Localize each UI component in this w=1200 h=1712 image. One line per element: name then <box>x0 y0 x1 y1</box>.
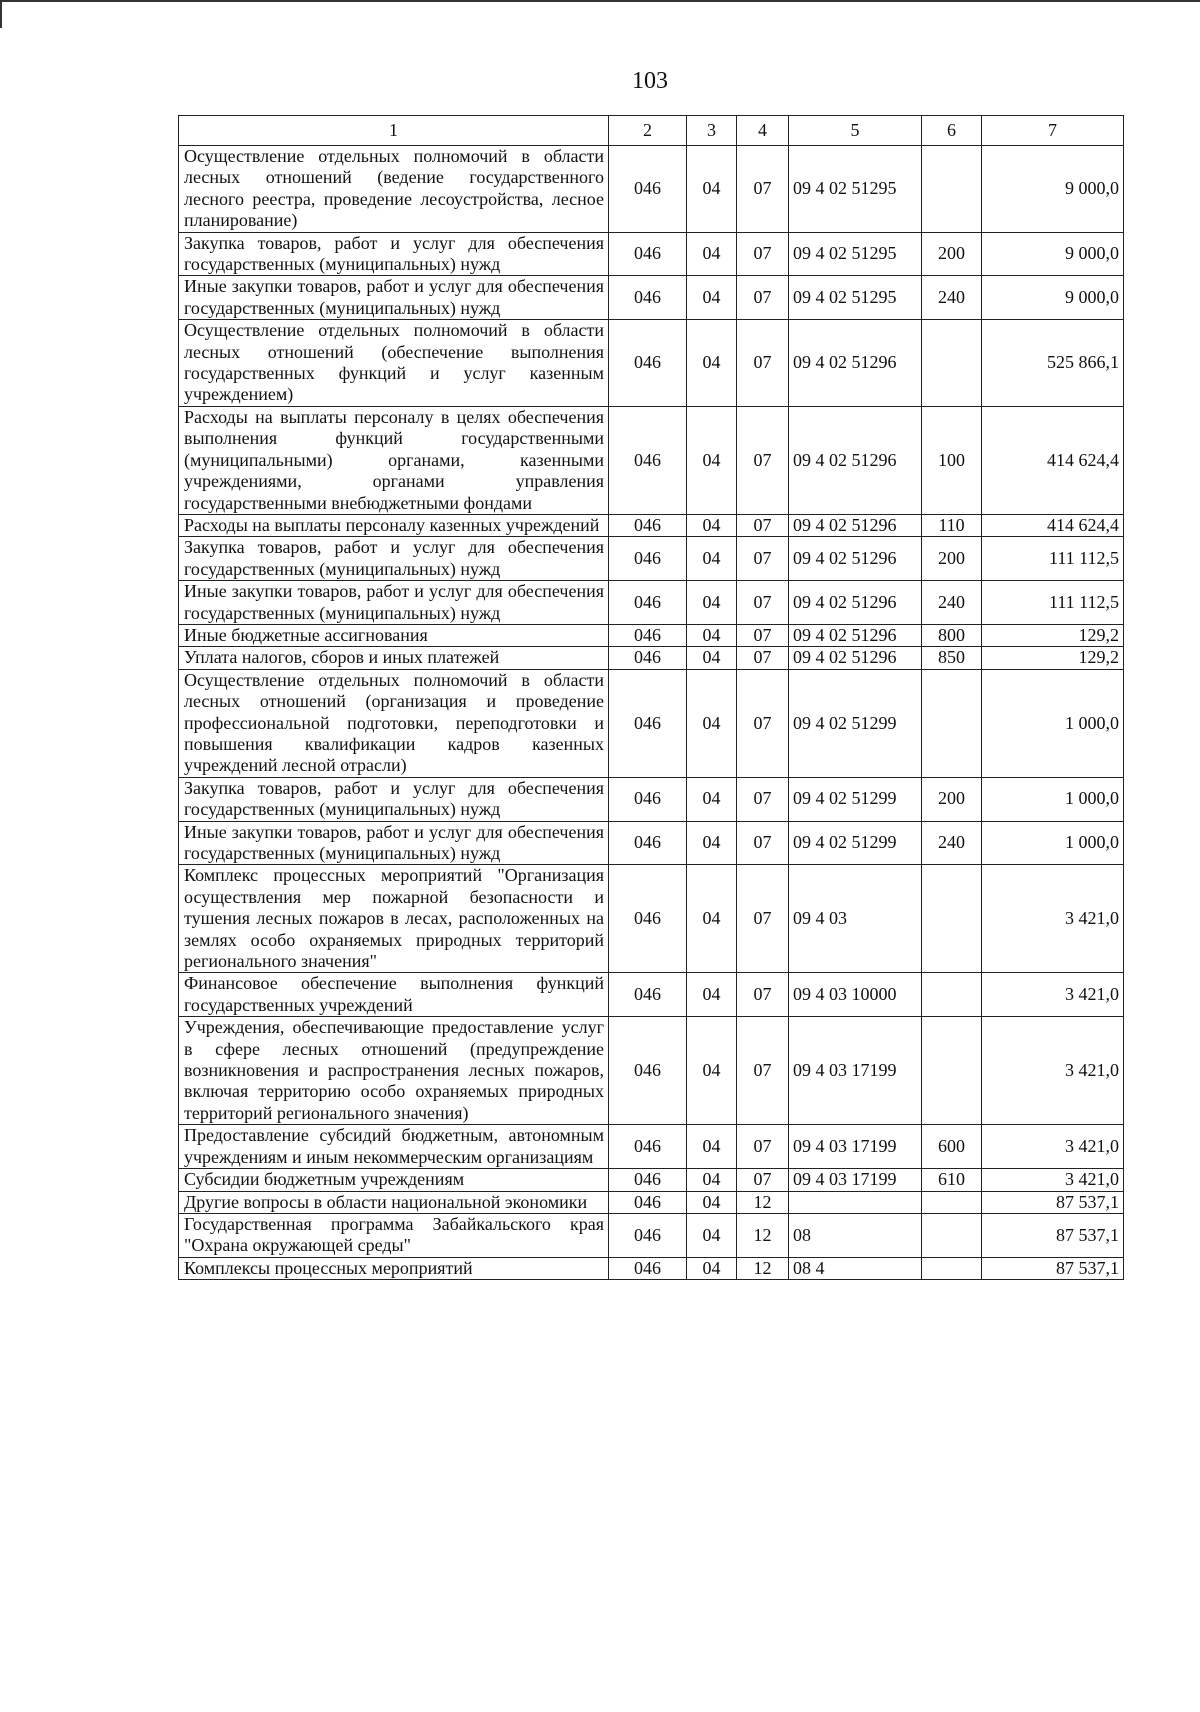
table-row <box>179 1191 1124 1213</box>
row-subsection: 07 <box>737 232 789 276</box>
row-amount: 9 000,0 <box>982 146 1124 233</box>
row-target-code: 09 4 02 51296 <box>789 406 922 514</box>
row-target-code: 09 4 03 17199 <box>789 1017 922 1125</box>
row-subsection: 07 <box>737 647 789 669</box>
row-section: 04 <box>687 821 737 865</box>
row-target-code: 09 4 03 17199 <box>789 1169 922 1191</box>
row-admin-code: 046 <box>609 669 687 777</box>
row-admin-code: 046 <box>609 537 687 581</box>
row-name: Другие вопросы в области национальной экономики <box>179 1191 609 1213</box>
row-admin-code: 046 <box>609 865 687 973</box>
row-amount: 3 421,0 <box>982 973 1124 1017</box>
row-amount: 9 000,0 <box>982 276 1124 320</box>
row-admin-code: 046 <box>609 1191 687 1213</box>
row-expense-type: 200 <box>922 537 982 581</box>
row-admin-code: 046 <box>609 406 687 514</box>
row-admin-code: 046 <box>609 514 687 536</box>
row-name: Осуществление отдельных полномочий в области лесных отношений (ведение государственного лесного реестра, проведение лесоустройства, лесное планирование) <box>179 146 609 233</box>
row-section: 04 <box>687 320 737 407</box>
row-subsection: 07 <box>737 821 789 865</box>
row-expense-type: 200 <box>922 777 982 821</box>
row-amount: 1 000,0 <box>982 669 1124 777</box>
row-target-code: 09 4 03 17199 <box>789 1125 922 1169</box>
row-section: 04 <box>687 514 737 536</box>
table-row <box>179 865 1124 973</box>
row-section: 04 <box>687 647 737 669</box>
row-expense-type <box>922 320 982 407</box>
row-subsection: 07 <box>737 146 789 233</box>
row-section: 04 <box>687 777 737 821</box>
row-name: Иные закупки товаров, работ и услуг для обеспечения государственных (муниципальных) нужд <box>179 581 609 625</box>
row-name: Закупка товаров, работ и услуг для обеспечения государственных (муниципальных) нужд <box>179 232 609 276</box>
row-section: 04 <box>687 537 737 581</box>
row-subsection: 07 <box>737 777 789 821</box>
row-name: Государственная программа Забайкальского края "Охрана окружающей среды" <box>179 1213 609 1257</box>
page-number: 103 <box>632 68 668 94</box>
row-expense-type: 800 <box>922 624 982 646</box>
row-subsection: 07 <box>737 320 789 407</box>
row-section: 04 <box>687 1169 737 1191</box>
row-section: 04 <box>687 669 737 777</box>
row-section: 04 <box>687 276 737 320</box>
row-amount: 525 866,1 <box>982 320 1124 407</box>
row-admin-code: 046 <box>609 276 687 320</box>
header-col-7: 7 <box>982 116 1124 146</box>
header-col-2: 2 <box>609 116 687 146</box>
row-section: 04 <box>687 1213 737 1257</box>
row-name: Иные закупки товаров, работ и услуг для обеспечения государственных (муниципальных) нужд <box>179 276 609 320</box>
row-expense-type <box>922 973 982 1017</box>
table-row <box>179 1017 1124 1125</box>
row-admin-code: 046 <box>609 581 687 625</box>
row-target-code: 09 4 02 51296 <box>789 320 922 407</box>
row-expense-type: 610 <box>922 1169 982 1191</box>
row-target-code: 09 4 02 51295 <box>789 276 922 320</box>
row-admin-code: 046 <box>609 973 687 1017</box>
row-expense-type: 850 <box>922 647 982 669</box>
row-amount: 111 112,5 <box>982 537 1124 581</box>
row-subsection: 07 <box>737 406 789 514</box>
header-col-3: 3 <box>687 116 737 146</box>
row-subsection: 07 <box>737 973 789 1017</box>
row-amount: 1 000,0 <box>982 821 1124 865</box>
row-expense-type <box>922 146 982 233</box>
table-row <box>179 1169 1124 1191</box>
row-section: 04 <box>687 973 737 1017</box>
row-expense-type <box>922 1213 982 1257</box>
row-admin-code: 046 <box>609 232 687 276</box>
header-col-6: 6 <box>922 116 982 146</box>
row-name: Закупка товаров, работ и услуг для обеспечения государственных (муниципальных) нужд <box>179 537 609 581</box>
table-row <box>179 669 1124 777</box>
row-name: Субсидии бюджетным учреждениям <box>179 1169 609 1191</box>
row-admin-code: 046 <box>609 1257 687 1279</box>
row-section: 04 <box>687 581 737 625</box>
row-section: 04 <box>687 232 737 276</box>
row-target-code: 09 4 02 51296 <box>789 537 922 581</box>
row-target-code: 09 4 02 51299 <box>789 821 922 865</box>
table-row <box>179 624 1124 646</box>
row-section: 04 <box>687 1125 737 1169</box>
row-expense-type <box>922 1257 982 1279</box>
row-section: 04 <box>687 1257 737 1279</box>
row-target-code: 09 4 02 51295 <box>789 146 922 233</box>
row-name: Закупка товаров, работ и услуг для обеспечения государственных (муниципальных) нужд <box>179 777 609 821</box>
row-amount: 87 537,1 <box>982 1257 1124 1279</box>
row-admin-code: 046 <box>609 1169 687 1191</box>
table-row <box>179 1125 1124 1169</box>
row-subsection: 12 <box>737 1191 789 1213</box>
table-row <box>179 320 1124 407</box>
row-subsection: 12 <box>737 1257 789 1279</box>
row-target-code: 09 4 02 51296 <box>789 514 922 536</box>
row-amount: 414 624,4 <box>982 406 1124 514</box>
table-row <box>179 973 1124 1017</box>
row-target-code: 08 <box>789 1213 922 1257</box>
row-expense-type: 100 <box>922 406 982 514</box>
row-target-code <box>789 1191 922 1213</box>
row-admin-code: 046 <box>609 146 687 233</box>
header-col-4: 4 <box>737 116 789 146</box>
row-target-code: 09 4 02 51296 <box>789 647 922 669</box>
table-row <box>179 146 1124 233</box>
row-amount: 129,2 <box>982 624 1124 646</box>
row-amount: 129,2 <box>982 647 1124 669</box>
header-col-1: 1 <box>179 116 609 146</box>
row-subsection: 07 <box>737 1017 789 1125</box>
table-row <box>179 821 1124 865</box>
row-subsection: 07 <box>737 624 789 646</box>
row-target-code: 09 4 02 51299 <box>789 669 922 777</box>
budget-table <box>178 115 1124 1280</box>
row-expense-type <box>922 1191 982 1213</box>
table-row <box>179 647 1124 669</box>
row-name: Предоставление субсидий бюджетным, автономным учреждениям и иным некоммерческим организациям <box>179 1125 609 1169</box>
row-section: 04 <box>687 1017 737 1125</box>
row-target-code: 09 4 02 51299 <box>789 777 922 821</box>
table-row <box>179 777 1124 821</box>
row-amount: 87 537,1 <box>982 1213 1124 1257</box>
row-target-code: 09 4 03 <box>789 865 922 973</box>
row-name: Иные бюджетные ассигнования <box>179 624 609 646</box>
scan-edge-left <box>0 0 2 28</box>
row-name: Финансовое обеспечение выполнения функций государственных учреждений <box>179 973 609 1017</box>
table-header-row <box>179 116 1124 146</box>
row-target-code: 08 4 <box>789 1257 922 1279</box>
row-expense-type: 240 <box>922 821 982 865</box>
row-target-code: 09 4 02 51296 <box>789 624 922 646</box>
row-amount: 9 000,0 <box>982 232 1124 276</box>
row-subsection: 07 <box>737 865 789 973</box>
row-section: 04 <box>687 146 737 233</box>
table-row <box>179 537 1124 581</box>
row-amount: 87 537,1 <box>982 1191 1124 1213</box>
row-name: Расходы на выплаты персоналу в целях обеспечения выполнения функций государственными (муниципальными) органами, казенными учреждениями, органами управления государственными внебюджетными фондами <box>179 406 609 514</box>
table-row <box>179 514 1124 536</box>
row-name: Комплекс процессных мероприятий "Организация осуществления мер пожарной безопасности и тушения лесных пожаров в лесах, расположенных на землях особо охраняемых природных территорий регионального значения" <box>179 865 609 973</box>
row-section: 04 <box>687 865 737 973</box>
header-col-5: 5 <box>789 116 922 146</box>
row-name: Уплата налогов, сборов и иных платежей <box>179 647 609 669</box>
row-section: 04 <box>687 1191 737 1213</box>
row-section: 04 <box>687 624 737 646</box>
row-name: Комплексы процессных мероприятий <box>179 1257 609 1279</box>
row-name: Осуществление отдельных полномочий в области лесных отношений (организация и проведение профессиональной подготовки, переподготовки и повышения квалификации кадров казенных учреждений лесной отрасли) <box>179 669 609 777</box>
row-admin-code: 046 <box>609 624 687 646</box>
row-admin-code: 046 <box>609 647 687 669</box>
row-name: Осуществление отдельных полномочий в области лесных отношений (обеспечение выполнения государственных функций и услуг казенным учреждением) <box>179 320 609 407</box>
row-amount: 3 421,0 <box>982 865 1124 973</box>
row-admin-code: 046 <box>609 777 687 821</box>
row-admin-code: 046 <box>609 821 687 865</box>
row-expense-type <box>922 669 982 777</box>
row-admin-code: 046 <box>609 320 687 407</box>
table-row <box>179 406 1124 514</box>
row-name: Иные закупки товаров, работ и услуг для обеспечения государственных (муниципальных) нужд <box>179 821 609 865</box>
row-amount: 3 421,0 <box>982 1125 1124 1169</box>
row-subsection: 07 <box>737 276 789 320</box>
row-subsection: 07 <box>737 1169 789 1191</box>
row-expense-type <box>922 1017 982 1125</box>
row-subsection: 07 <box>737 669 789 777</box>
row-subsection: 07 <box>737 537 789 581</box>
row-admin-code: 046 <box>609 1213 687 1257</box>
row-subsection: 07 <box>737 1125 789 1169</box>
row-expense-type: 200 <box>922 232 982 276</box>
row-amount: 1 000,0 <box>982 777 1124 821</box>
row-expense-type: 240 <box>922 581 982 625</box>
row-section: 04 <box>687 406 737 514</box>
row-expense-type: 240 <box>922 276 982 320</box>
table-row <box>179 581 1124 625</box>
row-target-code: 09 4 02 51296 <box>789 581 922 625</box>
row-amount: 3 421,0 <box>982 1017 1124 1125</box>
row-admin-code: 046 <box>609 1125 687 1169</box>
row-amount: 111 112,5 <box>982 581 1124 625</box>
row-admin-code: 046 <box>609 1017 687 1125</box>
row-expense-type: 110 <box>922 514 982 536</box>
row-subsection: 07 <box>737 581 789 625</box>
row-amount: 3 421,0 <box>982 1169 1124 1191</box>
row-expense-type: 600 <box>922 1125 982 1169</box>
row-name: Расходы на выплаты персоналу казенных учреждений <box>179 514 609 536</box>
row-subsection: 07 <box>737 514 789 536</box>
table-row <box>179 276 1124 320</box>
row-amount: 414 624,4 <box>982 514 1124 536</box>
row-subsection: 12 <box>737 1213 789 1257</box>
row-target-code: 09 4 03 10000 <box>789 973 922 1017</box>
row-target-code: 09 4 02 51295 <box>789 232 922 276</box>
row-expense-type <box>922 865 982 973</box>
table-row <box>179 1257 1124 1279</box>
table-row <box>179 1213 1124 1257</box>
table-row <box>179 232 1124 276</box>
scan-edge-top <box>0 0 1200 2</box>
row-name: Учреждения, обеспечивающие предоставление услуг в сфере лесных отношений (предупреждение возникновения и распространения лесных пожаров, включая территорию особо охраняемых природных территорий регионального значения) <box>179 1017 609 1125</box>
